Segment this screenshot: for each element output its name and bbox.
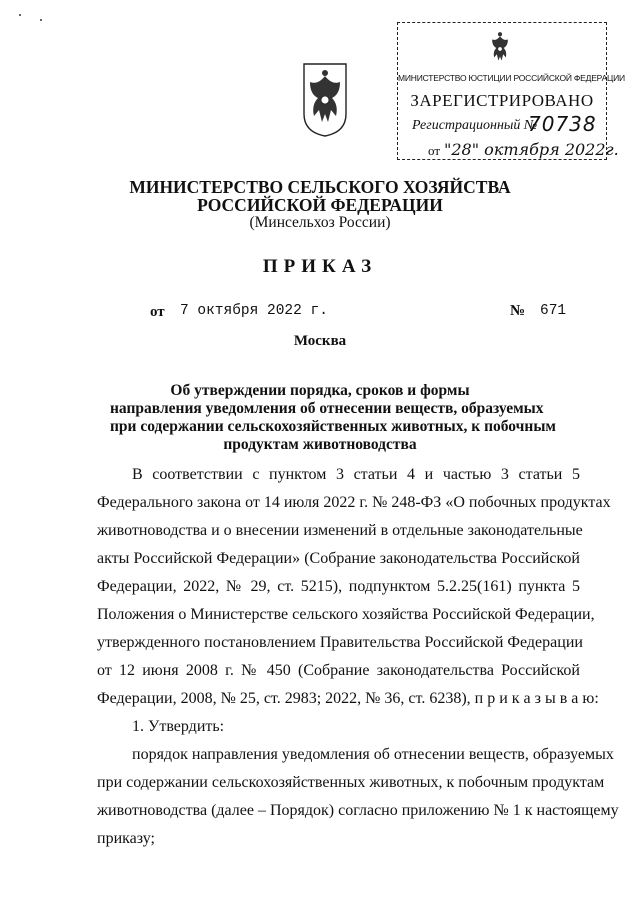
body-line: акты Российской Федерации» (Собрание законодательства Российской xyxy=(97,550,580,567)
subject-line: продуктам животноводства xyxy=(223,436,417,453)
order-date-prefix: от xyxy=(150,304,165,320)
body-line: Федерации, 2022, № 29, ст. 5215), подпунктом 5.2.25(161) пункта 5 xyxy=(97,578,580,595)
stamp-coat-of-arms-icon xyxy=(484,29,516,69)
stamp-registered-label: ЗАРЕГИСТРИРОВАНО xyxy=(410,91,594,110)
body-line: Положения о Министерстве сельского хозяйства Российской Федерации, xyxy=(97,606,595,623)
ministry-name-line-1: МИНИСТЕРСТВО СЕЛЬСКОГО ХОЗЯЙСТВА xyxy=(129,177,511,197)
body-line: при содержании сельскохозяйственных животных, к побочным продуктам xyxy=(97,774,605,791)
subject-line: Об утверждении порядка, сроков и формы xyxy=(170,382,470,399)
body-line: В соответствии с пунктом 3 статьи 4 и частью 3 статьи 5 xyxy=(132,466,580,483)
body-line: утвержденного постановлением Правительства Российской Федерации xyxy=(97,634,583,651)
registration-stamp xyxy=(397,22,625,160)
body-line: животноводства (далее – Порядок) согласно приложению № 1 к настоящему xyxy=(97,802,619,819)
ministry-name-line-2: РОССИЙСКОЙ ФЕДЕРАЦИИ xyxy=(197,195,443,215)
stamp-registration-label: Регистрационный № xyxy=(412,118,538,133)
body-line: порядок направления уведомления об отнесении веществ, образуемых xyxy=(132,746,614,763)
body-line: 1. Утвердить: xyxy=(132,718,225,735)
body-line: приказу; xyxy=(97,830,155,847)
stamp-registration-number: 70738 xyxy=(528,112,597,136)
body-line: Федерации, 2008, № 25, ст. 2983; 2022, № 36, ст. 6238), п р и к а з ы в а ю: xyxy=(97,690,599,707)
stamp-date-row xyxy=(428,140,619,160)
body-line: животноводства и о внесении изменений в отдельные законодательные xyxy=(97,522,583,539)
scan-speck xyxy=(40,19,42,21)
scan-speck xyxy=(19,14,21,16)
order-city: Москва xyxy=(293,333,347,349)
stamp-date: "28" октября 2022г. xyxy=(444,140,619,159)
order-number: 671 xyxy=(540,303,567,319)
subject-line: направления уведомления об отнесении веществ, образуемых xyxy=(110,400,544,417)
coat-of-arms-icon xyxy=(302,62,348,138)
subject-line: при содержании сельскохозяйственных животных, к побочным xyxy=(110,418,556,435)
body-line: Федерального закона от 14 июля 2022 г. № 248-ФЗ «О побочных продуктах xyxy=(97,494,611,511)
body-line: от 12 июня 2008 г. № 450 (Собрание законодательства Российской xyxy=(97,662,580,679)
stamp-date-prefix: от xyxy=(428,143,441,158)
ministry-short-name: (Минсельхоз России) xyxy=(249,214,391,231)
stamp-ministry-name: МИНИСТЕРСТВО ЮСТИЦИИ РОССИЙСКОЙ ФЕДЕРАЦИИ xyxy=(398,73,625,83)
order-number-sign: № xyxy=(510,303,526,319)
order-date: 7 октября 2022 г. xyxy=(180,303,328,319)
order-title: ПРИКАЗ xyxy=(262,256,378,277)
